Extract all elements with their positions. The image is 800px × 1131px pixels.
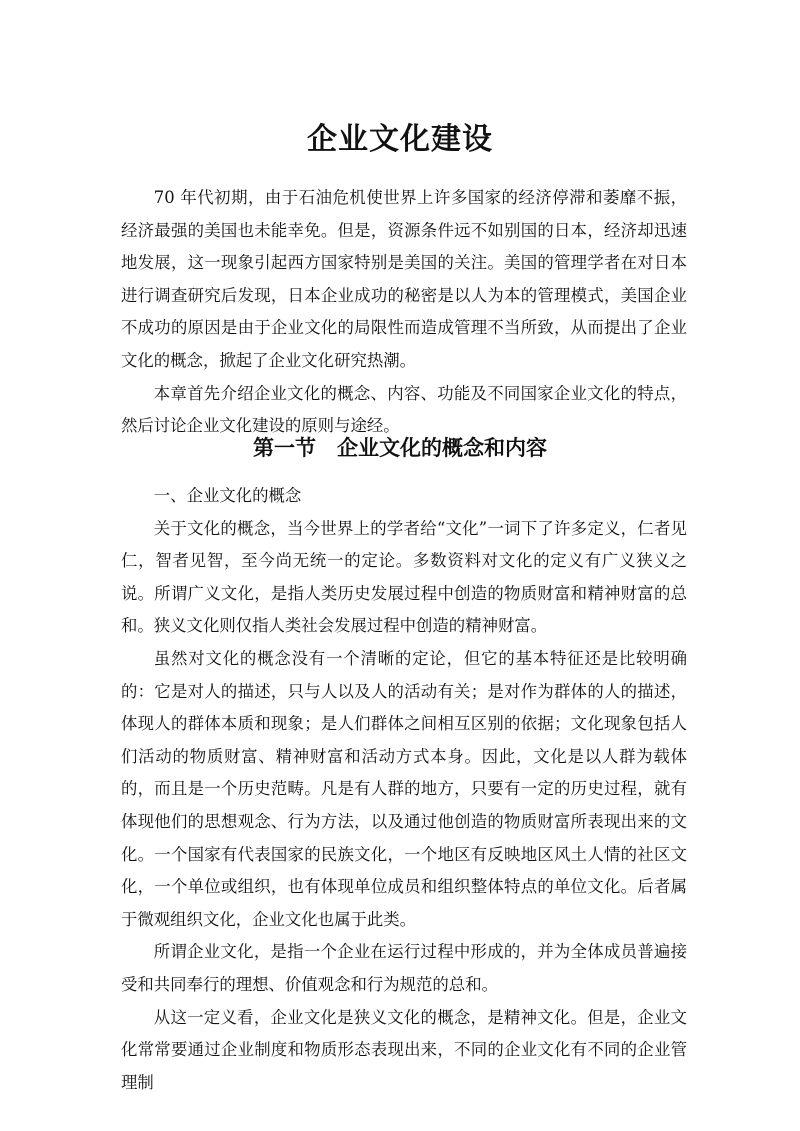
document-title: 企业文化建设 bbox=[307, 122, 493, 157]
section-paragraph-1: 关于文化的概念，当今世界上的学者给“文化”一词下了许多定义，仁者见仁，智者见智，至今尚无统一的定论。多数资料对文化的定义有广义狭义之说。所谓广义文化，是指人类历史发展过程中创造的物质财富和精神财富的总和。狭义文化则仅指人类社会发展过程中创造的精神财富。 bbox=[121, 518, 687, 636]
intro-section bbox=[121, 182, 687, 443]
section-heading: 第一节 企业文化的概念和内容 bbox=[253, 435, 547, 460]
subheading: 一、企业文化的概念 bbox=[153, 486, 302, 505]
section-body bbox=[121, 480, 687, 1099]
intro-paragraph-1: 70 年代初期，由于石油危机使世界上许多国家的经济停滞和萎靡不振，经济最强的美国也未能幸免。但是，资源条件远不如别国的日本，经济却迅速地发展，这一现象引起西方国家特别是美国的关注。美国的管理学者在对日本进行调查研究后发现，日本企业成功的秘密是以人为本的管理模式，美国企业不成功的原因是由于企业文化的局限性而造成管理不当所致，从而提出了企业文化的概念，掀起了企业文化研究热潮。 bbox=[121, 188, 687, 370]
section-paragraph-2: 虽然对文化的概念没有一个清晰的定论，但它的基本特征还是比较明确的：它是对人的描述，只与人以及人的活动有关；是对作为群体的人的描述，体现人的群体本质和现象；是人们群体之间相互区别的依据；文化现象包括人们活动的物质财富、精神财富和活动方式本身。因此，文化是以人群为载体的，而且是一个历史范畴。凡是有人群的地方，只要有一定的历史过程，就有体现他们的思想观念、行为方法，以及通过他创造的物质财富所表现出来的文化。一个国家有代表国家的民族文化，一个地区有反映地区风土人情的社区文化，一个单位或组织，也有体现单位成员和组织整体特点的单位文化。后者属于微观组织文化，企业文化也属于此类。 bbox=[121, 648, 687, 929]
section-paragraph-4: 从这一定义看，企业文化是狭义文化的概念，是精神文化。但是，企业文化常常要通过企业制度和物质形态表现出来，不同的企业文化有不同的企业管理制 bbox=[121, 1007, 687, 1092]
intro-paragraph-2: 本章首先介绍企业文化的概念、内容、功能及不同国家企业文化的特点，然后讨论企业文化建设的原则与途经。 bbox=[121, 383, 687, 436]
section-paragraph-3: 所谓企业文化，是指一个企业在运行过程中形成的，并为全体成员普遍接受和共同奉行的理想、价值观念和行为规范的总和。 bbox=[121, 942, 687, 994]
